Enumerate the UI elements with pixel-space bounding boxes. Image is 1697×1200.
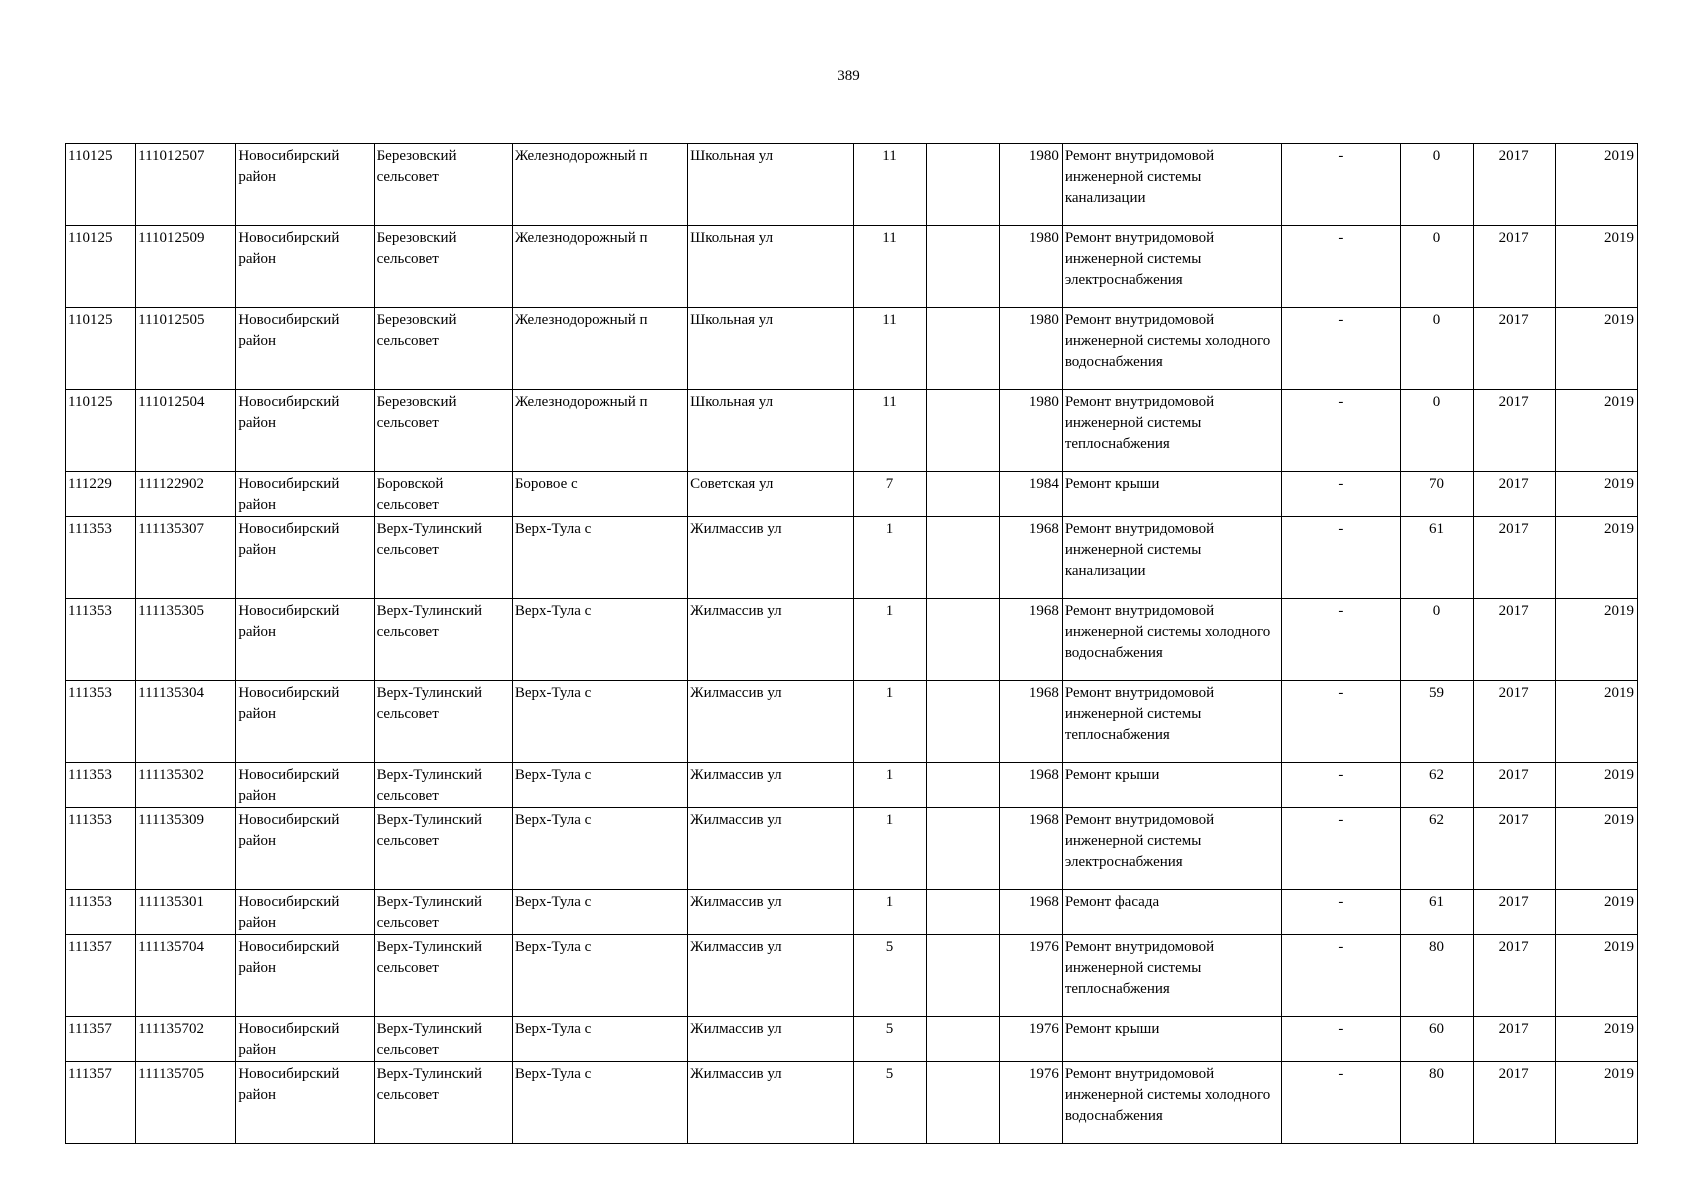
cell-municipality: Боровской сельсовет: [374, 472, 512, 517]
cell-district: Новосибирский район: [236, 517, 374, 599]
cell-object-code: 111012505: [136, 308, 236, 390]
cell-end-year: 2019: [1555, 308, 1637, 390]
cell-dash: -: [1282, 472, 1401, 517]
cell-end-year: 2019: [1555, 681, 1637, 763]
cell-dash: -: [1282, 763, 1401, 808]
cell-settlement: Верх-Тула с: [512, 681, 687, 763]
cell-building: [926, 599, 999, 681]
cell-object-code: 111122902: [136, 472, 236, 517]
cell-street: Школьная ул: [688, 308, 854, 390]
cell-start-year: 2017: [1473, 681, 1555, 763]
cell-dash: -: [1282, 599, 1401, 681]
cell-dash: -: [1282, 390, 1401, 472]
cell-region-code: 111353: [66, 808, 136, 890]
cell-start-year: 2017: [1473, 226, 1555, 308]
table-row: [66, 1062, 1638, 1144]
cell-region-code: 111229: [66, 472, 136, 517]
cell-start-year: 2017: [1473, 517, 1555, 599]
cell-cost: 80: [1401, 935, 1473, 1017]
cell-district: Новосибирский район: [236, 472, 374, 517]
cell-dash: -: [1282, 890, 1401, 935]
cell-region-code: 110125: [66, 226, 136, 308]
cell-house-number: 1: [854, 599, 926, 681]
cell-house-number: 7: [854, 472, 926, 517]
cell-cost: 59: [1401, 681, 1473, 763]
cell-settlement: Железнодорожный п: [512, 226, 687, 308]
table-row: [66, 1017, 1638, 1062]
cell-start-year: 2017: [1473, 1017, 1555, 1062]
cell-work-type: Ремонт крыши: [1062, 472, 1281, 517]
cell-region-code: 111357: [66, 1017, 136, 1062]
cell-start-year: 2017: [1473, 144, 1555, 226]
cell-district: Новосибирский район: [236, 763, 374, 808]
table-row: [66, 763, 1638, 808]
cell-street: Жилмассив ул: [688, 1062, 854, 1144]
cell-house-number: 1: [854, 890, 926, 935]
cell-municipality: Верх-Тулинский сельсовет: [374, 808, 512, 890]
cell-end-year: 2019: [1555, 144, 1637, 226]
cell-street: Жилмассив ул: [688, 681, 854, 763]
cell-municipality: Верх-Тулинский сельсовет: [374, 763, 512, 808]
cell-work-type: Ремонт крыши: [1062, 1017, 1281, 1062]
cell-building: [926, 1017, 999, 1062]
cell-build-year: 1976: [999, 935, 1062, 1017]
cell-municipality: Березовский сельсовет: [374, 226, 512, 308]
cell-municipality: Верх-Тулинский сельсовет: [374, 890, 512, 935]
cell-district: Новосибирский район: [236, 390, 374, 472]
cell-dash: -: [1282, 144, 1401, 226]
cell-cost: 80: [1401, 1062, 1473, 1144]
cell-district: Новосибирский район: [236, 935, 374, 1017]
cell-district: Новосибирский район: [236, 144, 374, 226]
cell-end-year: 2019: [1555, 472, 1637, 517]
cell-end-year: 2019: [1555, 390, 1637, 472]
cell-end-year: 2019: [1555, 1062, 1637, 1144]
cell-work-type: Ремонт внутридомовой инженерной системы электроснабжения: [1062, 226, 1281, 308]
cell-street: Школьная ул: [688, 390, 854, 472]
cell-object-code: 111135309: [136, 808, 236, 890]
cell-municipality: Березовский сельсовет: [374, 308, 512, 390]
table-row: [66, 390, 1638, 472]
cell-cost: 0: [1401, 599, 1473, 681]
cell-dash: -: [1282, 517, 1401, 599]
cell-settlement: Верх-Тула с: [512, 517, 687, 599]
cell-municipality: Верх-Тулинский сельсовет: [374, 599, 512, 681]
cell-region-code: 111353: [66, 681, 136, 763]
cell-street: Жилмассив ул: [688, 517, 854, 599]
cell-settlement: Железнодорожный п: [512, 308, 687, 390]
cell-street: Школьная ул: [688, 226, 854, 308]
cell-build-year: 1980: [999, 390, 1062, 472]
cell-building: [926, 890, 999, 935]
cell-start-year: 2017: [1473, 808, 1555, 890]
cell-build-year: 1980: [999, 226, 1062, 308]
cell-region-code: 111353: [66, 517, 136, 599]
cell-object-code: 111135304: [136, 681, 236, 763]
cell-dash: -: [1282, 226, 1401, 308]
cell-work-type: Ремонт фасада: [1062, 890, 1281, 935]
cell-district: Новосибирский район: [236, 1017, 374, 1062]
cell-house-number: 1: [854, 681, 926, 763]
cell-cost: 60: [1401, 1017, 1473, 1062]
cell-end-year: 2019: [1555, 890, 1637, 935]
cell-building: [926, 763, 999, 808]
cell-street: Жилмассив ул: [688, 763, 854, 808]
cell-cost: 61: [1401, 890, 1473, 935]
cell-house-number: 11: [854, 390, 926, 472]
cell-build-year: 1980: [999, 144, 1062, 226]
table-row: [66, 144, 1638, 226]
cell-end-year: 2019: [1555, 1017, 1637, 1062]
cell-house-number: 11: [854, 144, 926, 226]
cell-house-number: 5: [854, 1062, 926, 1144]
cell-object-code: 111012509: [136, 226, 236, 308]
table-row: [66, 890, 1638, 935]
cell-cost: 0: [1401, 390, 1473, 472]
cell-work-type: Ремонт внутридомовой инженерной системы теплоснабжения: [1062, 390, 1281, 472]
cell-house-number: 1: [854, 808, 926, 890]
table-row: [66, 308, 1638, 390]
cell-dash: -: [1282, 681, 1401, 763]
cell-cost: 0: [1401, 308, 1473, 390]
cell-build-year: 1968: [999, 808, 1062, 890]
cell-work-type: Ремонт внутридомовой инженерной системы холодного водоснабжения: [1062, 599, 1281, 681]
table-row: [66, 599, 1638, 681]
cell-build-year: 1968: [999, 599, 1062, 681]
cell-settlement: Железнодорожный п: [512, 390, 687, 472]
cell-district: Новосибирский район: [236, 599, 374, 681]
cell-street: Советская ул: [688, 472, 854, 517]
cell-settlement: Железнодорожный п: [512, 144, 687, 226]
cell-cost: 61: [1401, 517, 1473, 599]
table-row: [66, 681, 1638, 763]
table-row: [66, 935, 1638, 1017]
cell-build-year: 1968: [999, 517, 1062, 599]
cell-dash: -: [1282, 808, 1401, 890]
cell-object-code: 111012504: [136, 390, 236, 472]
cell-build-year: 1984: [999, 472, 1062, 517]
cell-build-year: 1976: [999, 1062, 1062, 1144]
cell-building: [926, 308, 999, 390]
cell-building: [926, 1062, 999, 1144]
cell-start-year: 2017: [1473, 472, 1555, 517]
cell-region-code: 111357: [66, 1062, 136, 1144]
cell-municipality: Верх-Тулинский сельсовет: [374, 1017, 512, 1062]
cell-settlement: Верх-Тула с: [512, 808, 687, 890]
cell-cost: 0: [1401, 144, 1473, 226]
cell-end-year: 2019: [1555, 763, 1637, 808]
cell-dash: -: [1282, 1017, 1401, 1062]
cell-house-number: 5: [854, 1017, 926, 1062]
cell-building: [926, 808, 999, 890]
cell-dash: -: [1282, 1062, 1401, 1144]
cell-cost: 70: [1401, 472, 1473, 517]
cell-building: [926, 681, 999, 763]
table-row: [66, 472, 1638, 517]
cell-dash: -: [1282, 935, 1401, 1017]
cell-cost: 0: [1401, 226, 1473, 308]
cell-end-year: 2019: [1555, 808, 1637, 890]
cell-region-code: 111353: [66, 890, 136, 935]
cell-municipality: Верх-Тулинский сельсовет: [374, 935, 512, 1017]
cell-end-year: 2019: [1555, 226, 1637, 308]
cell-build-year: 1976: [999, 1017, 1062, 1062]
table-row: [66, 517, 1638, 599]
cell-start-year: 2017: [1473, 1062, 1555, 1144]
cell-object-code: 111135702: [136, 1017, 236, 1062]
cell-house-number: 1: [854, 763, 926, 808]
cell-work-type: Ремонт внутридомовой инженерной системы канализации: [1062, 517, 1281, 599]
cell-start-year: 2017: [1473, 890, 1555, 935]
cell-district: Новосибирский район: [236, 808, 374, 890]
page-number: 389: [837, 68, 860, 84]
cell-settlement: Верх-Тула с: [512, 763, 687, 808]
cell-work-type: Ремонт крыши: [1062, 763, 1281, 808]
cell-work-type: Ремонт внутридомовой инженерной системы холодного водоснабжения: [1062, 308, 1281, 390]
cell-start-year: 2017: [1473, 599, 1555, 681]
cell-municipality: Верх-Тулинский сельсовет: [374, 681, 512, 763]
cell-build-year: 1968: [999, 890, 1062, 935]
cell-region-code: 110125: [66, 144, 136, 226]
cell-street: Школьная ул: [688, 144, 854, 226]
cell-start-year: 2017: [1473, 308, 1555, 390]
cell-end-year: 2019: [1555, 517, 1637, 599]
cell-region-code: 110125: [66, 390, 136, 472]
cell-end-year: 2019: [1555, 599, 1637, 681]
cell-district: Новосибирский район: [236, 226, 374, 308]
table-row: [66, 808, 1638, 890]
cell-work-type: Ремонт внутридомовой инженерной системы электроснабжения: [1062, 808, 1281, 890]
cell-building: [926, 517, 999, 599]
cell-start-year: 2017: [1473, 763, 1555, 808]
cell-street: Жилмассив ул: [688, 808, 854, 890]
cell-building: [926, 390, 999, 472]
cell-building: [926, 144, 999, 226]
cell-building: [926, 935, 999, 1017]
cell-work-type: Ремонт внутридомовой инженерной системы теплоснабжения: [1062, 681, 1281, 763]
cell-object-code: 111012507: [136, 144, 236, 226]
cell-building: [926, 472, 999, 517]
cell-building: [926, 226, 999, 308]
table-row: [66, 226, 1638, 308]
cell-district: Новосибирский район: [236, 308, 374, 390]
cell-settlement: Боровое с: [512, 472, 687, 517]
cell-municipality: Верх-Тулинский сельсовет: [374, 1062, 512, 1144]
cell-house-number: 1: [854, 517, 926, 599]
cell-cost: 62: [1401, 808, 1473, 890]
cell-region-code: 110125: [66, 308, 136, 390]
cell-object-code: 111135302: [136, 763, 236, 808]
cell-street: Жилмассив ул: [688, 1017, 854, 1062]
cell-street: Жилмассив ул: [688, 599, 854, 681]
cell-object-code: 111135705: [136, 1062, 236, 1144]
cell-build-year: 1980: [999, 308, 1062, 390]
cell-settlement: Верх-Тула с: [512, 935, 687, 1017]
cell-work-type: Ремонт внутридомовой инженерной системы канализации: [1062, 144, 1281, 226]
cell-region-code: 111357: [66, 935, 136, 1017]
cell-district: Новосибирский район: [236, 1062, 374, 1144]
cell-object-code: 111135305: [136, 599, 236, 681]
cell-start-year: 2017: [1473, 935, 1555, 1017]
cell-dash: -: [1282, 308, 1401, 390]
cell-municipality: Березовский сельсовет: [374, 144, 512, 226]
cell-object-code: 111135704: [136, 935, 236, 1017]
cell-house-number: 11: [854, 308, 926, 390]
cell-municipality: Березовский сельсовет: [374, 390, 512, 472]
cell-region-code: 111353: [66, 763, 136, 808]
cell-work-type: Ремонт внутридомовой инженерной системы холодного водоснабжения: [1062, 1062, 1281, 1144]
cell-start-year: 2017: [1473, 390, 1555, 472]
cell-house-number: 5: [854, 935, 926, 1017]
cell-district: Новосибирский район: [236, 681, 374, 763]
cell-build-year: 1968: [999, 763, 1062, 808]
cell-object-code: 111135307: [136, 517, 236, 599]
cell-region-code: 111353: [66, 599, 136, 681]
cell-settlement: Верх-Тула с: [512, 599, 687, 681]
registry-body: [66, 144, 1638, 1144]
repair-registry-table: [65, 143, 1638, 1144]
cell-street: Жилмассив ул: [688, 890, 854, 935]
cell-settlement: Верх-Тула с: [512, 1017, 687, 1062]
cell-end-year: 2019: [1555, 935, 1637, 1017]
cell-municipality: Верх-Тулинский сельсовет: [374, 517, 512, 599]
cell-cost: 62: [1401, 763, 1473, 808]
cell-build-year: 1968: [999, 681, 1062, 763]
cell-work-type: Ремонт внутридомовой инженерной системы теплоснабжения: [1062, 935, 1281, 1017]
cell-street: Жилмассив ул: [688, 935, 854, 1017]
cell-district: Новосибирский район: [236, 890, 374, 935]
cell-settlement: Верх-Тула с: [512, 890, 687, 935]
cell-settlement: Верх-Тула с: [512, 1062, 687, 1144]
cell-object-code: 111135301: [136, 890, 236, 935]
cell-house-number: 11: [854, 226, 926, 308]
